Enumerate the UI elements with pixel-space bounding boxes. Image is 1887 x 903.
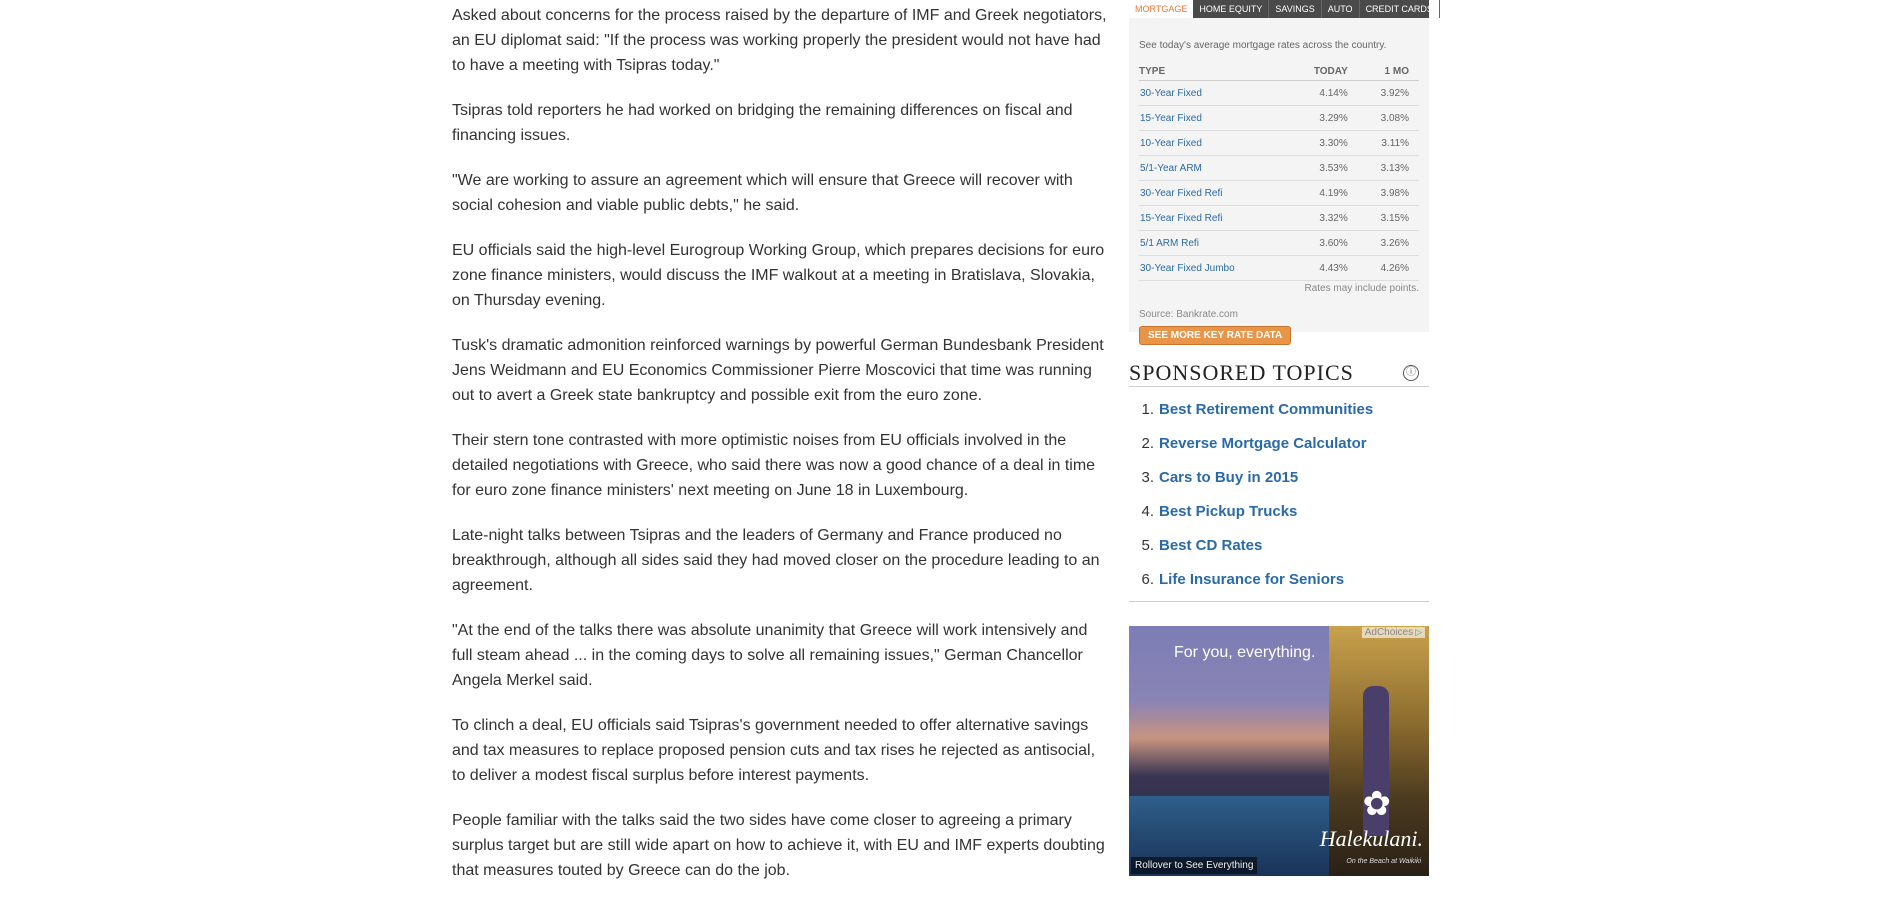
rate-today: 3.30% xyxy=(1289,131,1357,156)
ad-tagline: On the Beach at Waikiki xyxy=(1346,858,1421,865)
rate-1mo: 3.08% xyxy=(1358,106,1419,131)
rates-source: Source: Bankrate.com xyxy=(1139,309,1238,320)
rate-today: 3.29% xyxy=(1289,106,1357,131)
rate-1mo: 3.98% xyxy=(1358,181,1419,206)
column-header-1mo: 1 MO xyxy=(1358,63,1419,81)
article-paragraph: Late-night talks between Tsipras and the leaders of Germany and France produced no breakthrough, although all sides said they had moved closer on the procedure leading to an agreement. xyxy=(452,527,1100,594)
list-item xyxy=(1129,427,1429,461)
sponsored-header xyxy=(1129,360,1429,387)
article-paragraph: To clinch a deal, EU officials said Tsipras's government needed to offer alternative savings and tax measures to replace proposed pension cuts and tax rises he rejected as antisocial, to deliver a modest fiscal surplus before interest payments. xyxy=(452,717,1096,784)
info-icon[interactable]: ⓘ xyxy=(1403,365,1419,381)
rate-type-link[interactable]: 15-Year Fixed Refi xyxy=(1140,212,1223,224)
rate-tabs xyxy=(1129,0,1433,18)
rates-intro: See today's average mortgage rates across the country. xyxy=(1139,40,1387,51)
ad-choices-label: AdChoices xyxy=(1364,627,1414,638)
rate-1mo: 3.15% xyxy=(1358,206,1419,231)
sponsored-link[interactable]: Reverse Mortgage Calculator xyxy=(1159,435,1367,452)
rate-today: 3.60% xyxy=(1289,231,1357,256)
tab-home-equity[interactable]: HOME EQUITY xyxy=(1193,0,1269,18)
table-row xyxy=(1139,106,1419,131)
rate-today: 3.32% xyxy=(1289,206,1357,231)
rate-1mo: 3.26% xyxy=(1358,231,1419,256)
sponsored-link[interactable]: Life Insurance for Seniors xyxy=(1159,571,1345,588)
table-row xyxy=(1139,81,1419,106)
rate-type-link[interactable]: 30-Year Fixed xyxy=(1140,87,1202,99)
flower-logo-icon: ✿ xyxy=(1362,785,1391,823)
article-paragraph: Asked about concerns for the process raised by the departure of IMF and Greek negotiators, an EU diplomat said: "If the process was working properly the president would not have had to have a meeting with Tsipras today." xyxy=(452,7,1107,74)
list-item xyxy=(1129,495,1429,529)
article-paragraph: EU officials said the high-level Eurogroup Working Group, which prepares decisions for euro zone finance ministers, would discuss the IMF walkout at a meeting in Bratislava, Slovakia, on Thursday evening. xyxy=(452,242,1105,309)
tab-auto[interactable]: AUTO xyxy=(1322,0,1360,18)
ad-choices-icon: ▷ xyxy=(1415,627,1422,637)
list-item xyxy=(1129,563,1429,597)
rate-type-link[interactable]: 5/1-Year ARM xyxy=(1140,162,1202,174)
tab-mortgage[interactable]: MORTGAGE xyxy=(1129,0,1193,18)
rate-type-link[interactable]: 30-Year Fixed Jumbo xyxy=(1140,262,1235,274)
table-row xyxy=(1139,181,1419,206)
see-more-rates-button[interactable]: SEE MORE KEY RATE DATA xyxy=(1139,326,1291,345)
table-row xyxy=(1139,231,1419,256)
sponsored-title: SPONSORED TOPICS xyxy=(1129,360,1354,385)
ad-brand-logo: Halekulani. xyxy=(1319,826,1423,851)
table-row xyxy=(1139,156,1419,181)
article-paragraph: Tsipras told reporters he had worked on bridging the remaining differences on fiscal and financing issues. xyxy=(452,102,1073,144)
rate-today: 4.43% xyxy=(1289,256,1357,281)
item-number: 5. xyxy=(1141,537,1154,554)
rate-1mo: 3.13% xyxy=(1358,156,1419,181)
rates-note: Rates may include points. xyxy=(1304,283,1419,294)
sponsored-link[interactable]: Best Pickup Trucks xyxy=(1159,503,1298,520)
list-item xyxy=(1129,461,1429,495)
table-row xyxy=(1139,131,1419,156)
article-paragraph: "We are working to assure an agreement which will ensure that Greece will recover with social cohesion and viable public debts," he said. xyxy=(452,172,1073,214)
rate-type-link[interactable]: 30-Year Fixed Refi xyxy=(1140,187,1223,199)
table-header-row xyxy=(1139,63,1419,81)
sponsored-topics xyxy=(1129,360,1429,602)
list-item xyxy=(1129,393,1429,427)
sponsored-link[interactable]: Best Retirement Communities xyxy=(1159,401,1374,418)
item-number: 6. xyxy=(1141,571,1154,588)
rate-today: 3.53% xyxy=(1289,156,1357,181)
sponsored-link[interactable]: Best CD Rates xyxy=(1159,537,1263,554)
table-row xyxy=(1139,206,1419,231)
item-number: 2. xyxy=(1141,435,1154,452)
article-paragraph: People familiar with the talks said the two sides have come closer to agreeing a primary surplus target but are still wide apart on how to achieve it, with EU and IMF experts doubting that measures touted by Greece can do the job. xyxy=(452,812,1105,879)
ad-rollover-prompt[interactable]: Rollover to See Everything xyxy=(1131,857,1257,874)
article-paragraph: Tusk's dramatic admonition reinforced warnings by powerful German Bundesbank President Jens Weidmann and EU Economics Commissioner Pierre Moscovici that time was running out to avert a Greek state bankruptcy and possible exit from the euro zone. xyxy=(452,337,1104,404)
rate-1mo: 3.11% xyxy=(1358,131,1419,156)
hotel-ad-banner[interactable] xyxy=(1129,626,1429,876)
mortgage-rates-widget xyxy=(1129,0,1433,341)
rate-type-link[interactable]: 10-Year Fixed xyxy=(1140,137,1202,149)
rate-1mo: 4.26% xyxy=(1358,256,1419,281)
rate-1mo: 3.92% xyxy=(1358,81,1419,106)
table-row xyxy=(1139,256,1419,281)
ad-headline: For you, everything. xyxy=(1174,644,1316,661)
column-header-type: TYPE xyxy=(1139,63,1289,81)
sponsored-link[interactable]: Cars to Buy in 2015 xyxy=(1159,469,1299,486)
tab-credit-cards[interactable]: CREDIT CARDS xyxy=(1360,0,1440,18)
rates-table xyxy=(1139,63,1419,281)
item-number: 1. xyxy=(1141,401,1154,418)
sponsored-list xyxy=(1129,387,1429,602)
article-body xyxy=(452,0,1112,903)
article-paragraph: "At the end of the talks there was absolute unanimity that Greece will work intensively and full steam ahead ... in the coming days to solve all remaining issues," German Chancellor Angela Merkel said. xyxy=(452,622,1088,689)
column-header-today: TODAY xyxy=(1289,63,1357,81)
rate-today: 4.19% xyxy=(1289,181,1357,206)
rate-type-link[interactable]: 15-Year Fixed xyxy=(1140,112,1202,124)
article-paragraph: Their stern tone contrasted with more optimistic noises from EU officials involved in the detailed negotiations with Greece, who said there was now a good chance of a deal in time for euro zone finance ministers' next meeting on June 18 in Luxembourg. xyxy=(452,432,1096,499)
item-number: 4. xyxy=(1141,503,1154,520)
rate-today: 4.14% xyxy=(1289,81,1357,106)
rate-type-link[interactable]: 5/1 ARM Refi xyxy=(1140,237,1199,249)
ad-choices-link[interactable] xyxy=(1362,627,1425,638)
item-number: 3. xyxy=(1141,469,1154,486)
list-item xyxy=(1129,529,1429,563)
tab-savings[interactable]: SAVINGS xyxy=(1269,0,1321,18)
